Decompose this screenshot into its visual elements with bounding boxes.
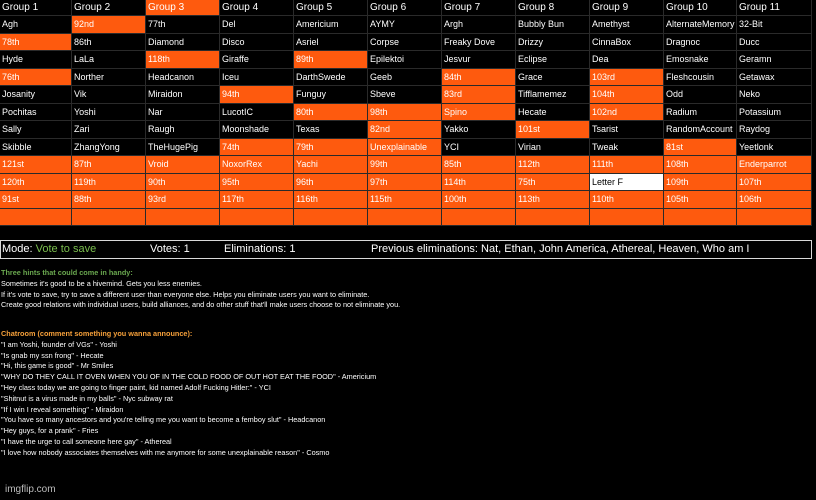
player-cell: 77th — [146, 16, 220, 34]
hints-title: Three hints that could come in handy: — [1, 268, 133, 277]
game-status-bar — [0, 240, 812, 259]
hint-line: Create good relations with individual users, build alliances, and do other stuff that'll make users choose to not eliminate you. — [1, 300, 401, 310]
eliminations-count: Eliminations: 1 — [224, 243, 296, 255]
player-cell: TheHugePig — [146, 139, 220, 157]
player-cell: 103rd — [590, 69, 664, 87]
imgflip-watermark: imgflip.com — [5, 484, 56, 495]
votes-count: Votes: 1 — [150, 243, 190, 255]
player-cell: 115th — [368, 191, 442, 209]
player-cell: Josanity — [0, 86, 72, 104]
player-cell: 89th — [294, 51, 368, 69]
empty-cell — [220, 209, 294, 227]
player-cell: Yeetlonk — [737, 139, 812, 157]
player-cell: AYMY — [368, 16, 442, 34]
empty-cell — [368, 209, 442, 227]
player-cell: 81st — [664, 139, 737, 157]
player-cell: Yoshi — [72, 104, 146, 122]
player-cell: 118th — [146, 51, 220, 69]
empty-cell — [590, 209, 664, 227]
player-cell: 92nd — [72, 16, 146, 34]
chat-message: "Hey class today we are going to finger paint, kid named Adolf Fucking Hitler:" - YCI — [1, 382, 271, 392]
player-cell: 74th — [220, 139, 294, 157]
player-cell: 94th — [220, 86, 294, 104]
player-cell: 76th — [0, 69, 72, 87]
chat-message: "Shitnut is a virus made in my balls" - Nyc subway rat — [1, 393, 173, 403]
player-cell: Virian — [516, 139, 590, 157]
player-cell: 32-Bit — [737, 16, 812, 34]
player-cell: 83rd — [442, 86, 516, 104]
player-cell: 95th — [220, 174, 294, 192]
player-cell: Freaky Dove — [442, 34, 516, 52]
group-header: Group 3 — [146, 0, 220, 16]
group-header: Group 5 — [294, 0, 368, 16]
player-cell: Spino — [442, 104, 516, 122]
player-cell: Unexplainable — [368, 139, 442, 157]
player-cell: 90th — [146, 174, 220, 192]
player-cell: Pochitas — [0, 104, 72, 122]
player-cell: Iceu — [220, 69, 294, 87]
player-cell: Neko — [737, 86, 812, 104]
player-cell: Hecate — [516, 104, 590, 122]
player-cell: 78th — [0, 34, 72, 52]
group-header: Group 2 — [72, 0, 146, 16]
player-cell: Skibble — [0, 139, 72, 157]
player-cell: 119th — [72, 174, 146, 192]
player-cell: YCI — [442, 139, 516, 157]
chat-message: "I have the urge to call someone here gay" - Athereal — [1, 436, 172, 446]
player-cell: Epilektoi — [368, 51, 442, 69]
chat-message: "Is gnab my ssn frong" - Hecate — [1, 350, 104, 360]
mode-indicator — [2, 241, 96, 258]
player-cell: Yakko — [442, 121, 516, 139]
player-cell: Dragnoc — [664, 34, 737, 52]
group-header: Group 7 — [442, 0, 516, 16]
player-cell: Disco — [220, 34, 294, 52]
chat-message: "If I win I reveal something" - Miraidon — [1, 404, 124, 414]
group-header: Group 6 — [368, 0, 442, 16]
player-cell: Norther — [72, 69, 146, 87]
player-cell: Vroid — [146, 156, 220, 174]
player-cell: 101st — [516, 121, 590, 139]
player-cell: NoxorRex — [220, 156, 294, 174]
player-cell: Raydog — [737, 121, 812, 139]
player-cell: Agh — [0, 16, 72, 34]
chat-message: "Hey guys, for a prank" - Fries — [1, 426, 99, 436]
player-cell: Zari — [72, 121, 146, 139]
mode-label: Mode: — [2, 243, 36, 255]
player-cell: Potassium — [737, 104, 812, 122]
player-cell: Raugh — [146, 121, 220, 139]
player-cell: 107th — [737, 174, 812, 192]
empty-cell — [146, 209, 220, 227]
player-cell: Eclipse — [516, 51, 590, 69]
player-cell: 105th — [664, 191, 737, 209]
player-cell: 120th — [0, 174, 72, 192]
player-cell: 82nd — [368, 121, 442, 139]
empty-cell — [442, 209, 516, 227]
player-cell: Miraidon — [146, 86, 220, 104]
group-header: Group 10 — [664, 0, 737, 16]
player-cell: Tifflamemez — [516, 86, 590, 104]
chatroom-section — [1, 329, 376, 459]
player-cell: 98th — [368, 104, 442, 122]
player-cell: Del — [220, 16, 294, 34]
groups-spreadsheet — [0, 0, 812, 226]
chat-message: "You have so many ancestors and you're telling me you want to become a femboy slut" - Headcanon — [1, 415, 326, 425]
group-header: Group 1 — [0, 0, 72, 16]
player-cell: Emosnake — [664, 51, 737, 69]
player-cell: 117th — [220, 191, 294, 209]
player-cell: Sbeve — [368, 86, 442, 104]
hint-line: If it's vote to save, try to save a different user than everyone else. Helps you eliminate users you want to eliminate. — [1, 289, 370, 299]
player-cell: Vik — [72, 86, 146, 104]
player-cell: Moonshade — [220, 121, 294, 139]
player-cell: Jesvur — [442, 51, 516, 69]
player-cell: Tweak — [590, 139, 664, 157]
empty-cell — [737, 209, 812, 227]
player-cell: Hyde — [0, 51, 72, 69]
hints-section — [1, 268, 400, 311]
hint-line: Sometimes it's good to be a hivemind. Gets you less enemies. — [1, 278, 202, 288]
player-cell: 80th — [294, 104, 368, 122]
player-cell: Getawax — [737, 69, 812, 87]
player-cell: AlternateMemory — [664, 16, 737, 34]
player-cell: Texas — [294, 121, 368, 139]
player-cell: Geramn — [737, 51, 812, 69]
empty-cell — [294, 209, 368, 227]
player-cell: Dea — [590, 51, 664, 69]
player-cell: Geeb — [368, 69, 442, 87]
player-cell: 110th — [590, 191, 664, 209]
player-cell: Radium — [664, 104, 737, 122]
player-cell: Sally — [0, 121, 72, 139]
player-cell: Headcanon — [146, 69, 220, 87]
player-cell: Asriel — [294, 34, 368, 52]
group-header: Group 4 — [220, 0, 294, 16]
player-cell: 121st — [0, 156, 72, 174]
player-cell: Fleshcousin — [664, 69, 737, 87]
mode-value: Vote to save — [35, 243, 97, 255]
player-cell: 112th — [516, 156, 590, 174]
group-header: Group 8 — [516, 0, 590, 16]
empty-cell — [516, 209, 590, 227]
player-cell: Enderparrot — [737, 156, 812, 174]
player-cell: 93rd — [146, 191, 220, 209]
player-cell: 100th — [442, 191, 516, 209]
player-cell: Drizzy — [516, 34, 590, 52]
player-cell: 86th — [72, 34, 146, 52]
player-cell: LucotIC — [220, 104, 294, 122]
player-cell: 102nd — [590, 104, 664, 122]
chat-message: "I am Yoshi, founder of VGs" - Yoshi — [1, 339, 117, 349]
empty-cell — [72, 209, 146, 227]
player-cell: Grace — [516, 69, 590, 87]
empty-cell — [0, 209, 72, 227]
empty-cell — [664, 209, 737, 227]
player-cell: Giraffe — [220, 51, 294, 69]
player-cell: Argh — [442, 16, 516, 34]
player-cell: 87th — [72, 156, 146, 174]
player-cell: Diamond — [146, 34, 220, 52]
player-cell: 116th — [294, 191, 368, 209]
player-cell: Yachi — [294, 156, 368, 174]
player-cell: Nar — [146, 104, 220, 122]
player-cell: Funguy — [294, 86, 368, 104]
chat-message: "WHY DO THEY CALL IT OVEN WHEN YOU OF IN THE COLD FOOD OF OUT HOT EAT THE FOOD" - Americium — [1, 372, 377, 382]
player-cell: CinnaBox — [590, 34, 664, 52]
player-cell: Odd — [664, 86, 737, 104]
player-cell: ZhangYong — [72, 139, 146, 157]
group-header: Group 11 — [737, 0, 812, 16]
player-cell: 91st — [0, 191, 72, 209]
chatroom-title: Chatroom (comment something you wanna announce): — [1, 329, 193, 338]
player-cell: 84th — [442, 69, 516, 87]
player-cell: 99th — [368, 156, 442, 174]
player-cell: Corpse — [368, 34, 442, 52]
player-cell: 97th — [368, 174, 442, 192]
player-cell: 114th — [442, 174, 516, 192]
player-cell: 109th — [664, 174, 737, 192]
player-cell: 106th — [737, 191, 812, 209]
previous-eliminations: Previous eliminations: Nat, Ethan, John America, Athereal, Heaven, Who am I — [371, 243, 750, 255]
player-cell: 111th — [590, 156, 664, 174]
player-cell: 104th — [590, 86, 664, 104]
player-cell: Ducc — [737, 34, 812, 52]
player-cell: 113th — [516, 191, 590, 209]
player-cell: 75th — [516, 174, 590, 192]
player-cell: Americium — [294, 16, 368, 34]
player-cell: LaLa — [72, 51, 146, 69]
group-header: Group 9 — [590, 0, 664, 16]
player-cell: 85th — [442, 156, 516, 174]
player-cell: Bubbly Bun — [516, 16, 590, 34]
player-cell: RandomAccount — [664, 121, 737, 139]
player-cell: 88th — [72, 191, 146, 209]
player-cell: 108th — [664, 156, 737, 174]
player-cell: Amethyst — [590, 16, 664, 34]
chat-message: "Hi, this game is good" - Mr Smiles — [1, 361, 114, 371]
player-cell: 79th — [294, 139, 368, 157]
player-cell: 96th — [294, 174, 368, 192]
player-cell: Letter F — [590, 174, 664, 192]
player-cell: Tsarist — [590, 121, 664, 139]
player-cell: DarthSwede — [294, 69, 368, 87]
chat-message: "I love how nobody associates themselves with me anymore for some unexplainable reason" - Cosmo — [1, 447, 330, 457]
